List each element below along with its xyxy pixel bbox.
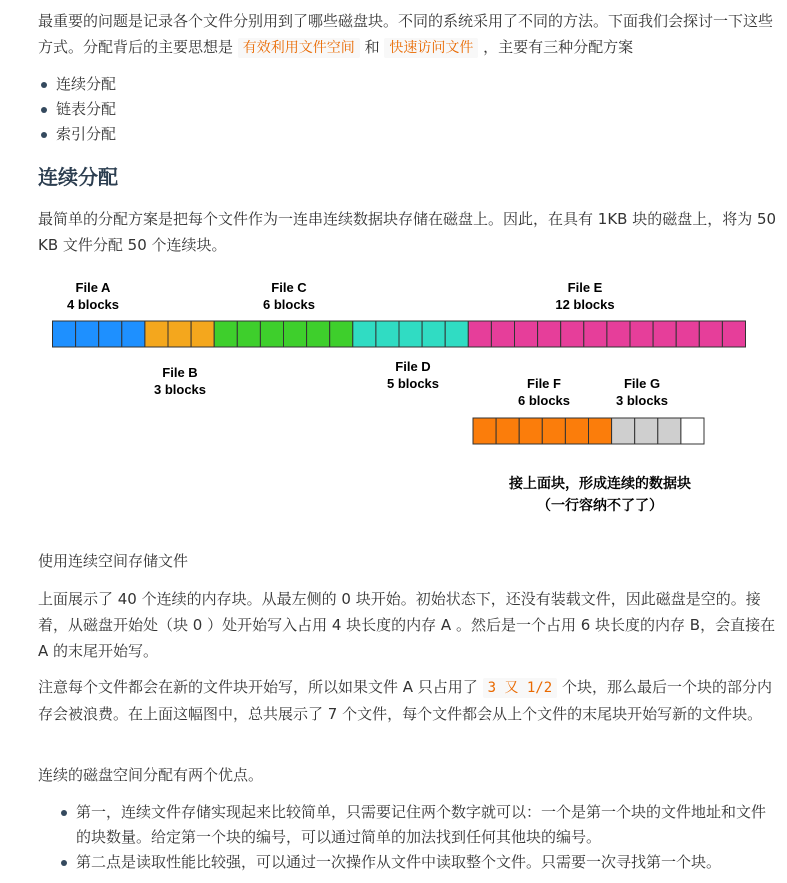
block-a	[122, 321, 145, 347]
paragraph-advantages: 连续的磁盘空间分配有两个优点。	[38, 766, 264, 784]
file-d-name: File D	[395, 359, 431, 374]
diagram-caption: 使用连续空间存储文件	[38, 552, 189, 570]
block-e	[699, 321, 722, 347]
diagram-note-1: 接上面块，形成连续的数据块	[509, 475, 691, 491]
intro-paragraph	[38, 8, 778, 61]
block-f	[496, 418, 519, 444]
block-e	[630, 321, 653, 347]
block-f	[542, 418, 565, 444]
block-d	[445, 321, 468, 347]
block-d	[376, 321, 399, 347]
file-a-name: File A	[75, 280, 111, 295]
intro-tail-text: ，主要有三种分配方案	[483, 38, 634, 56]
block-e	[653, 321, 676, 347]
block-f	[473, 418, 496, 444]
block-e	[491, 321, 514, 347]
block-d	[353, 321, 376, 347]
block-a	[99, 321, 122, 347]
block-a	[76, 321, 99, 347]
intro-text: 最重要的问题是记录各个文件分别用到了哪些磁盘块。不同的系统采用了不同的方法。下面我们会探讨一下这些方式。分配背后的主要思想是	[38, 12, 774, 56]
paragraph-waste	[38, 674, 778, 727]
block-b	[168, 321, 191, 347]
diagram-note-2: （一行容纳不了了）	[537, 497, 663, 513]
list-item: 第二点是读取性能比较强，可以通过一次操作从文件中读取整个文件。只需要一次寻找第一个块。	[76, 850, 776, 875]
block-e	[676, 321, 699, 347]
file-b-blocks: 3 blocks	[153, 382, 207, 397]
and-text: 和	[364, 38, 380, 56]
paragraph-explanation: 上面展示了 40 个连续的内存块。从最左侧的 0 块开始。初始状态下，还没有装载文件，因此磁盘是空的。接着，从磁盘开始处（块 0 ）处开始写入占用 4 块长度的内存 A 。然后是一个占用 6 块长度的内存 B，会直接在 A 的末尾开始写。	[38, 590, 776, 660]
block-b	[191, 321, 214, 347]
code-three-and-half: 3 又 1/2	[483, 678, 558, 698]
block-d	[422, 321, 445, 347]
file-c-blocks: 6 blocks	[262, 297, 316, 312]
block-row-bottom	[473, 418, 704, 444]
block-e	[722, 321, 745, 347]
block-f	[519, 418, 542, 444]
block-c	[284, 321, 307, 347]
block-e	[584, 321, 607, 347]
block-d	[399, 321, 422, 347]
waste-text: 注意每个文件都会在新的文件块开始写，所以如果文件 A 只占用了	[38, 678, 478, 696]
file-g-name: File G	[623, 376, 661, 391]
block-e	[515, 321, 538, 347]
block-c	[260, 321, 283, 347]
file-a-blocks: 4 blocks	[66, 297, 120, 312]
block-c	[330, 321, 353, 347]
file-f-name: File F	[527, 376, 561, 391]
block-c	[214, 321, 237, 347]
advantage-list	[76, 800, 776, 875]
file-d-blocks: 5 blocks	[386, 376, 440, 391]
block-e	[468, 321, 491, 347]
list-item: 链表分配	[56, 97, 116, 122]
block-e	[607, 321, 630, 347]
block-row-top	[53, 321, 746, 347]
paragraph-contiguous: 最简单的分配方案是把每个文件作为一连串连续数据块存储在磁盘上。因此，在具有 1KB 块的磁盘上，将为 50 KB 文件分配 50 个连续块。	[38, 210, 777, 254]
file-c-name: File C	[271, 280, 307, 295]
waste-tail-text: 个块，那么最后一个块的部分内存会被浪费。在上面这幅图中，总共展示了 7 个文件，每个文件都会从上个文件的末尾块开始写新的文件块。	[38, 678, 772, 723]
list-item: 第一，连续文件存储实现起来比较简单，只需要记住两个数字就可以：一个是第一个块的文件地址和文件的块数量。给定第一个块的编号，可以通过简单的加法找到任何其他块的编号。	[76, 800, 776, 850]
block-g	[612, 418, 635, 444]
block-e	[561, 321, 584, 347]
file-e-blocks: 12 blocks	[555, 297, 615, 312]
file-g-blocks: 3 blocks	[615, 393, 669, 408]
block-f	[589, 418, 612, 444]
file-e-name: File E	[567, 280, 603, 295]
block-empty	[681, 418, 704, 444]
list-item: 索引分配	[56, 122, 116, 147]
block-e	[538, 321, 561, 347]
block-g	[635, 418, 658, 444]
scheme-list	[56, 72, 116, 147]
block-g	[658, 418, 681, 444]
code-efficient-space: 有效利用文件空间	[238, 38, 360, 58]
file-b-name: File B	[162, 365, 198, 380]
code-fast-access: 快速访问文件	[384, 38, 478, 58]
block-c	[307, 321, 330, 347]
contiguous-allocation-diagram	[0, 270, 787, 530]
section-heading: 连续分配	[38, 165, 118, 189]
list-item: 连续分配	[56, 72, 116, 97]
block-c	[237, 321, 260, 347]
block-a	[53, 321, 76, 347]
block-b	[145, 321, 168, 347]
block-f	[565, 418, 588, 444]
file-f-blocks: 6 blocks	[517, 393, 571, 408]
